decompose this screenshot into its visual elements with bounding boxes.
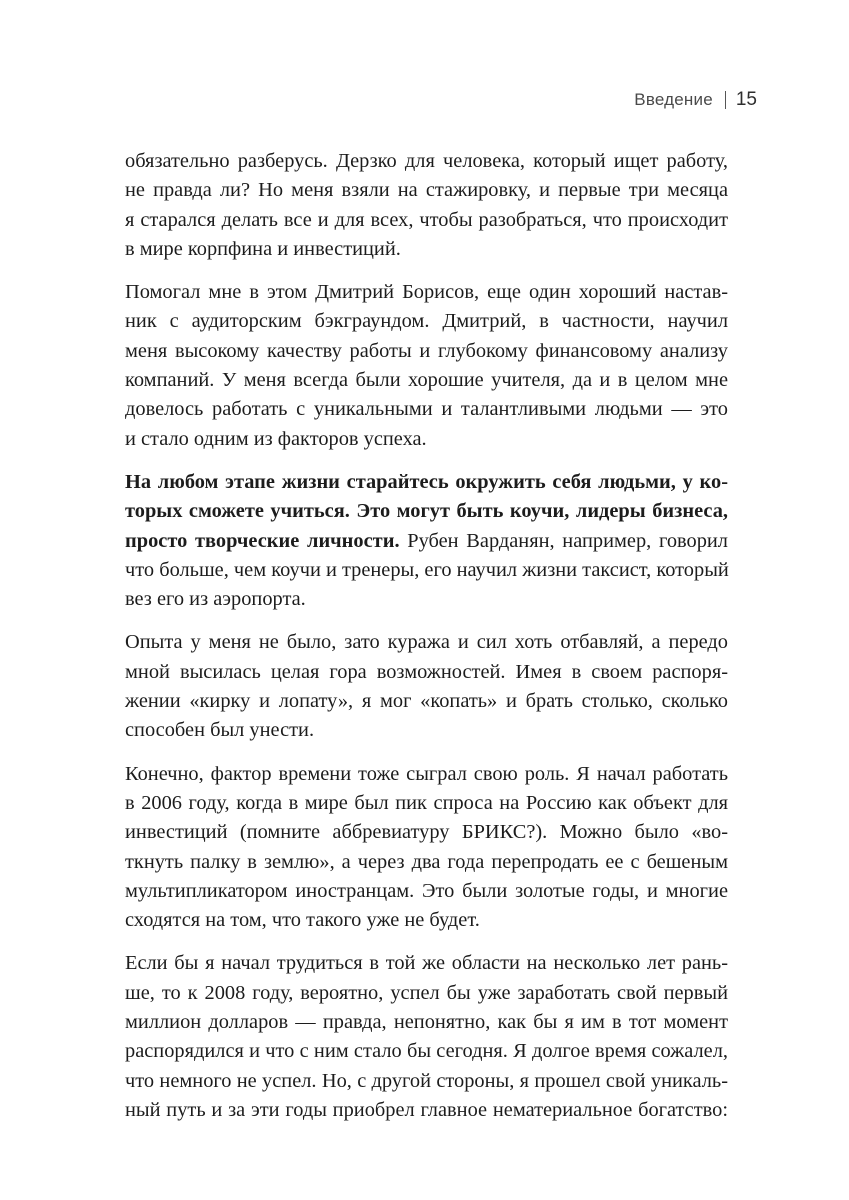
paragraph-2 [125,278,728,454]
text-line: компаний. У меня всегда были хорошие учителя, да и в целом мне [125,369,728,392]
bold-text-line: На любом этапе жизни старайтесь окружить себя людьми, у ко- [125,470,728,493]
regular-phrase: Рубен Варданян, например, говорил [399,529,728,552]
paragraph-5 [125,760,728,936]
text-line: сходятся на том, что такого уже не будет. [125,909,480,932]
text-line: мультипликатором иностранцам. Это были золотые годы, и многие [125,879,728,902]
paragraph-6 [125,949,728,1125]
header-divider [725,91,726,109]
bold-text-line: торых сможете учиться. Это могут быть коучи, лидеры бизнеса, [125,500,728,523]
text-line: меня высокому качеству работы и глубокому финансовому анализу [125,339,728,362]
text-line: Помогал мне в этом Дмитрий Борисов, еще один хороший настав- [125,281,728,304]
mixed-text-line [125,527,728,556]
text-line: Если бы я начал трудиться в той же области на несколько лет рань- [125,952,728,975]
text-line: распорядился и что с ним стало бы сегодня. Я долгое время сожалел, [125,1040,728,1063]
text-line: ник с аудиторским бэкграундом. Дмитрий, в частности, научил [125,310,728,333]
text-line: ше, то к 2008 году, вероятно, успел бы уже заработать свой первый [125,981,728,1004]
running-header [634,88,757,112]
text-line: мной высилась целая гора возможностей. Имея в своем распоря- [125,660,728,683]
text-line: Конечно, фактор времени тоже сыграл свою роль. Я начал работать [125,762,728,785]
text-line: в 2006 году, когда в мире был пик спроса на Россию как объект для [125,791,728,814]
text-line: инвестиций (помните аббревиатуру БРИКС?). Можно было «во- [125,821,728,844]
paragraph-3 [125,468,728,614]
page-number: 15 [735,89,757,110]
section-title: Введение [634,90,713,109]
text-line: и стало одним из факторов успеха. [125,427,427,450]
text-line: я старался делать все и для всех, чтобы разобраться, что происходит [125,208,728,231]
paragraph-1 [125,147,728,264]
text-line: Опыта у меня не было, зато куража и сил хоть отбавляй, а передо [125,631,728,654]
text-line: вез его из аэропорта. [125,588,306,611]
text-line: не правда ли? Но меня взяли на стажировку, и первые три месяца [125,179,728,202]
body-text [125,147,728,1139]
text-line: ткнуть палку в землю», а через два года перепродать ее с бешеным [125,850,728,873]
text-line: обязательно разберусь. Дерзко для человека, который ищет работу, [125,150,728,172]
text-line: в мире корпфина и инвестиций. [125,237,401,260]
text-line: что немного не успел. Но, с другой стороны, я прошел свой уникаль- [125,1069,728,1092]
bold-phrase: просто творческие личности. [125,529,400,552]
text-line: довелось работать с уникальными и талантливыми людьми — это [125,398,728,421]
text-line: что больше, чем коучи и тренеры, его научил жизни таксист, который [125,558,729,581]
text-line: способен был унести. [125,719,315,742]
text-line: ный путь и за эти годы приобрел главное нематериальное богатство: [125,1098,728,1121]
text-line: жении «кирку и лопату», я мог «копать» и брать столько, сколько [125,690,728,713]
text-line: миллион долларов — правда, непонятно, как бы я им в тот момент [125,1011,728,1034]
paragraph-4 [125,628,728,745]
